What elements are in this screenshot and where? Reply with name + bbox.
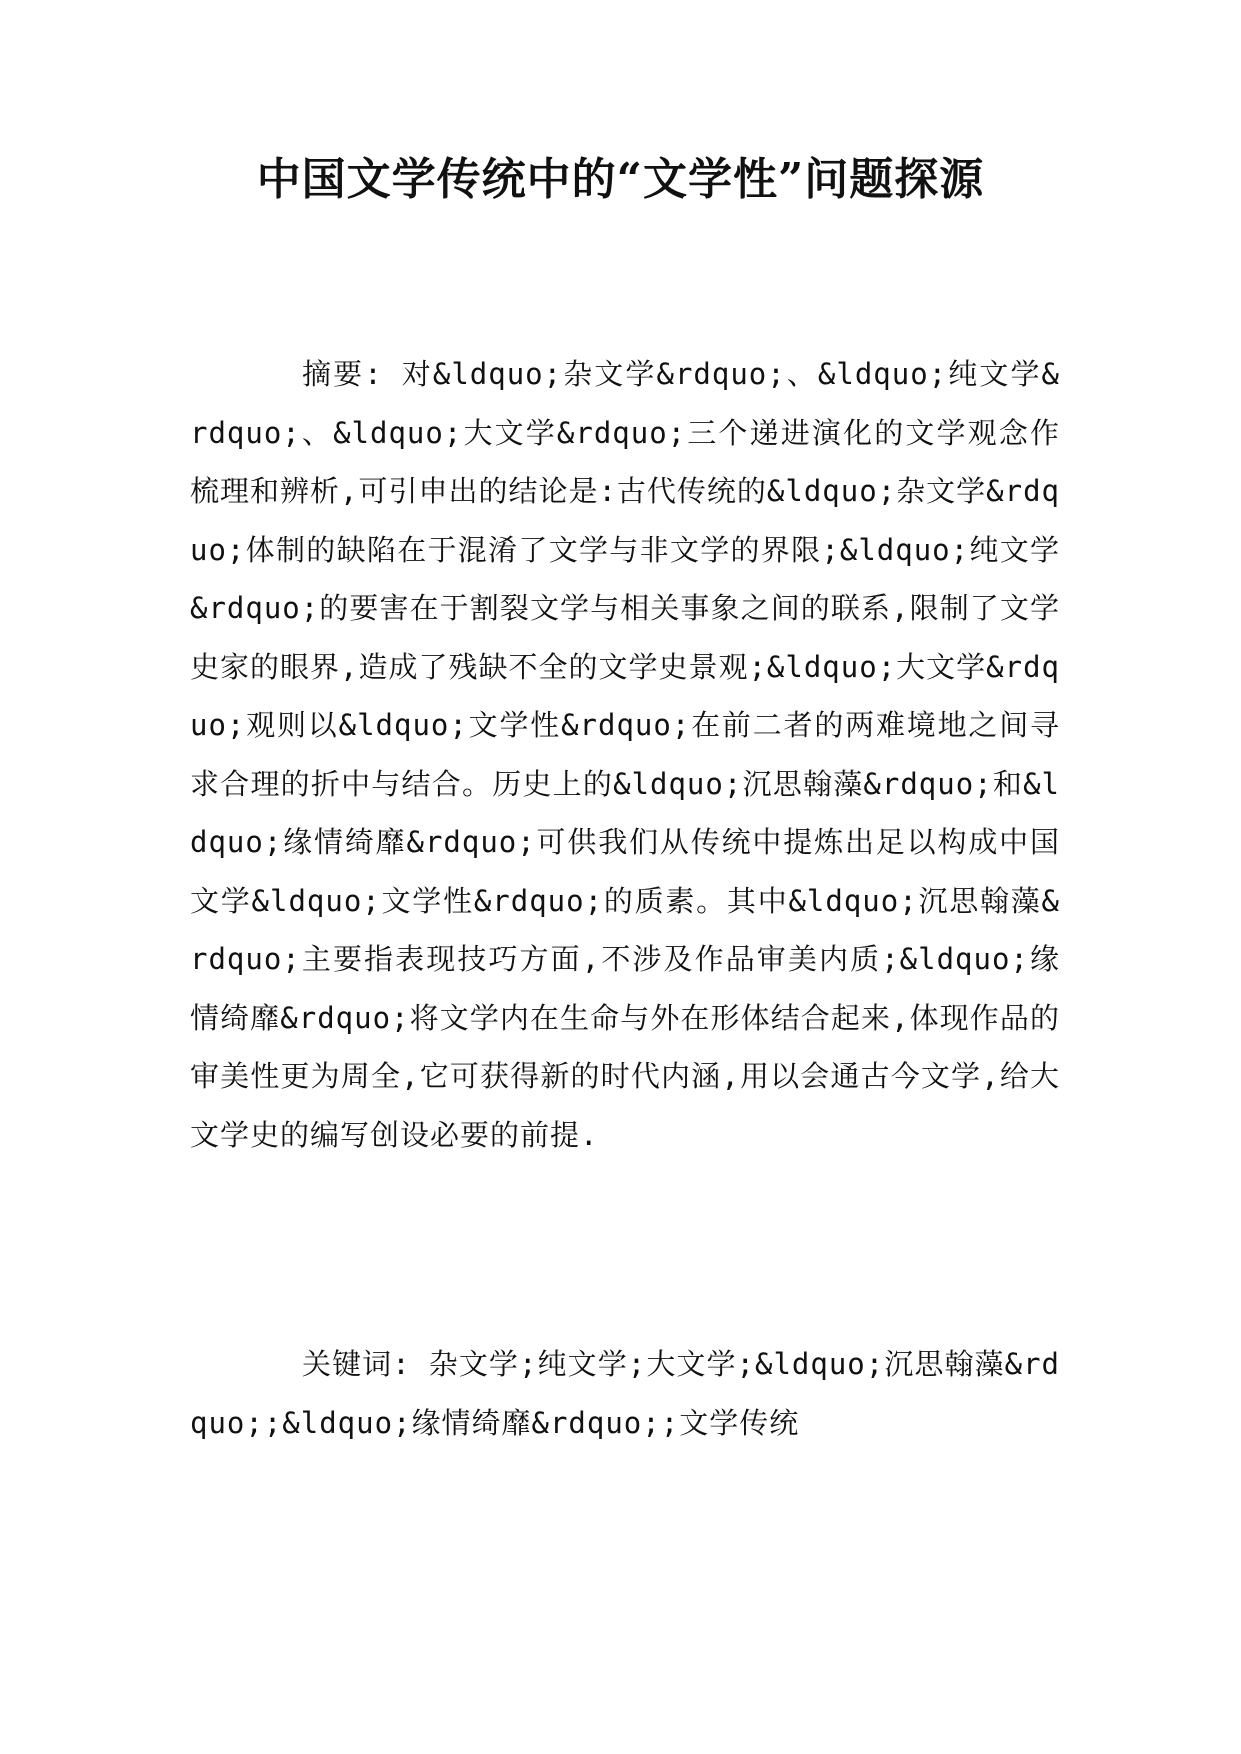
abstract-label: 摘要: (302, 357, 383, 391)
keywords-paragraph (190, 1335, 1060, 1452)
abstract-paragraph (190, 345, 1060, 1164)
document-title: 中国文学传统中的“文学性”问题探源 (256, 154, 985, 205)
keywords-label: 关键词: (302, 1347, 411, 1381)
keywords-text: 杂文学;纯文学;大文学;&ldquo;沉思翰藻&rdquo;;&ldquo;缘情绮靡&rdquo;;文学传统 (190, 1347, 1060, 1440)
abstract-text: 对&ldquo;杂文学&rdquo;、&ldquo;纯文学&rdquo;、&ldquo;大文学&rdquo;三个递进演化的文学观念作梳理和辨析,可引申出的结论是:古代传统的&ldquo;杂文学&rdquo;体制的缺陷在于混淆了文学与非文学的界限;&ldquo;纯文学&rdquo;的要害在于割裂文学与相关事象之间的联系,限制了文学史家的眼界,造成了残缺不全的文学史景观;&ldquo;大文学&rdquo;观则以&ldquo;文学性&rdquo;在前二者的两难境地之间寻求合理的折中与结合。历史上的&ldquo;沉思翰藻&rdquo;和&ldquo;缘情绮靡&rdquo;可供我们从传统中提炼出足以构成中国文学&ldquo;文学性&rdquo;的质素。其中&ldquo;沉思翰藻&rdquo;主要指表现技巧方面,不涉及作品审美内质;&ldquo;缘情绮靡&rdquo;将文学内在生命与外在形体结合起来,体现作品的审美性更为周全,它可获得新的时代内涵,用以会通古今文学,给大文学史的编写创设必要的前提. (190, 357, 1060, 1152)
